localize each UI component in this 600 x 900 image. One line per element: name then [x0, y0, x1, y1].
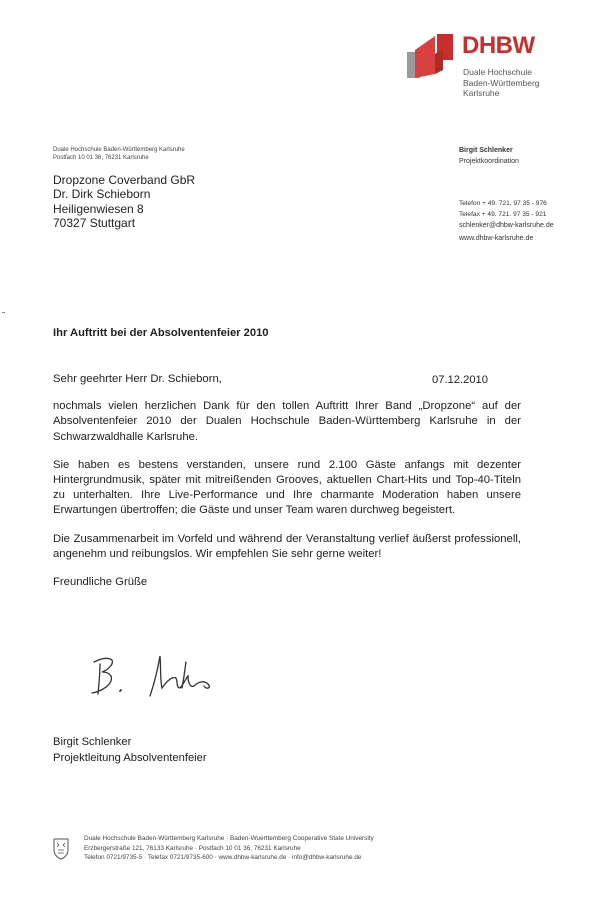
- recipient-person: Dr. Dirk Schieborn: [53, 187, 151, 202]
- closing: Freundliche Grüße: [53, 576, 148, 589]
- dhbw-logo: [407, 30, 567, 112]
- salutation: Sehr geehrter Herr Dr. Schieborn,: [53, 373, 222, 385]
- contact-phone: Telefon + 49. 721. 97 35 - 976: [459, 200, 547, 207]
- paragraph-recommendation: Die Zusammenarbeit im Vorfeld und während der Veranstaltung verlief äußerst professionell, angenehm und reibungslos. Wir empfehlen Sie sehr gerne weiter!: [53, 532, 521, 560]
- contact-header: [459, 146, 519, 167]
- letter-subject: Ihr Auftritt bei der Absolventenfeier 2010: [53, 327, 269, 339]
- letter-body: [53, 372, 521, 590]
- contact-role: Projektkoordination: [459, 157, 519, 165]
- coat-of-arms-icon: [53, 838, 69, 860]
- contact-web: www.dhbw-karlsruhe.de: [459, 234, 534, 242]
- paragraph-performance: Sie haben es bestens verstanden, unsere rund 2.100 Gäste anfangs mit dezenter Hintergrundmusik, später mit mitreißenden Grooves, aktuellen Chart-Hits und Top-40-Titeln zu unterhalten. Ihre Live-Performance und Ihre charmante Moderation haben unsere Erwartungen übertroffen; die Gäste und unser Team waren durchweg begeistert.: [53, 458, 521, 517]
- letter-date: 07.12.2010: [432, 374, 488, 386]
- contact-fax: Telefax + 49. 721. 97 35 - 921: [459, 210, 547, 218]
- signatory-title: Projektleitung Absolventenfeier: [53, 751, 207, 764]
- sender-return-address: Duale Hochschule Baden-Württemberg Karlsruhe Postfach 10 01 36, 76231 Karlsruhe: [53, 147, 185, 161]
- recipient-address: [53, 173, 195, 230]
- recipient-street: Heiligenwiesen 8: [53, 201, 144, 216]
- paragraph-thanks: nochmals vielen herzlichen Dank für den tollen Auftritt Ihrer Band „Dropzone“ auf der Absolventenfeier 2010 der Dualen Hochschule Baden-Württemberg Karlsruhe in der Schwarzwaldhalle Karlsruhe.: [53, 400, 521, 443]
- logo-subtitle: Duale Hochschule Baden-Württemberg Karlsruhe: [463, 67, 540, 98]
- contact-name: Birgit Schlenker: [459, 147, 513, 154]
- contact-email: schlenker@dhbw-karlsruhe.de: [459, 222, 554, 229]
- recipient-company: Dropzone Coverband GbR: [53, 173, 196, 187]
- fold-mark: [2, 312, 5, 313]
- signatory: [53, 735, 207, 766]
- dhbw-logo-mark-icon: [407, 34, 457, 78]
- signatory-name: Birgit Schlenker: [53, 736, 132, 748]
- recipient-city: 70327 Stuttgart: [53, 215, 136, 230]
- handwritten-signature: [88, 648, 238, 703]
- logo-wordmark: DHBW: [462, 32, 535, 59]
- letter-footer: Duale Hochschule Baden-Württemberg Karlsruhe · Baden-Wuerttemberg Cooperative State University Erzbergerstraße 121, 76133 Karlsruhe · Postfach 10 01 36, 76231 Karlsruhe Telefon 0721/9735-5 · Telefax 0721/9735-600 · www.dhbw-karlsruhe.de · info@dhbw-karlsruhe.de: [84, 835, 374, 862]
- contact-details: [459, 199, 554, 246]
